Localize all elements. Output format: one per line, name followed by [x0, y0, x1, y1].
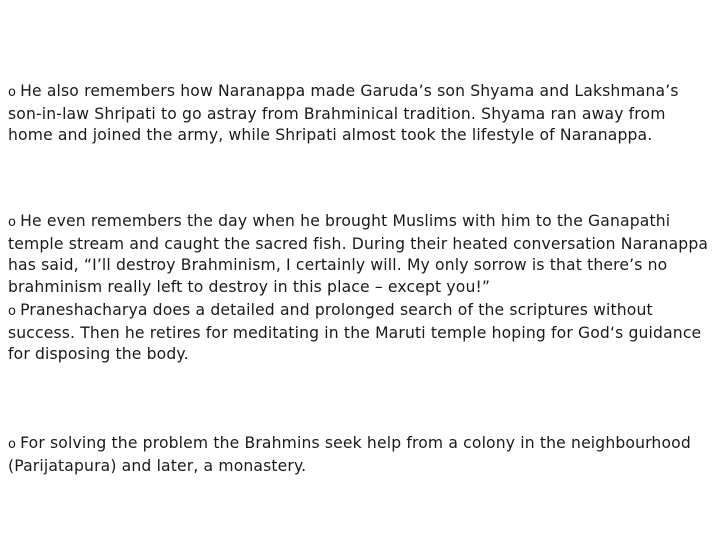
paragraph-text: Praneshacharya does a detailed and prolonged search of the scriptures without success. Then he retires for meditating in the Maruti temple hoping for God‘s guidance for disposing the body. [8, 301, 702, 363]
paragraph-2 [8, 211, 714, 298]
paragraph-3 [8, 300, 714, 366]
bullet-icon: o [8, 215, 17, 230]
bullet-icon: o [8, 85, 17, 100]
paragraph-1 [8, 81, 714, 147]
paragraph-4 [8, 433, 714, 477]
paragraph-text: He even remembers the day when he brought Muslims with him to the Ganapathi temple stream and caught the sacred fish. During their heated conversation Naranappa has said, “I’ll destroy Brahminism, I certainly will. My only sorrow is that there’s no brahminism really left to destroy in this place – except you!” [8, 212, 709, 296]
bullet-icon: o [8, 437, 17, 452]
paragraph-text: He also remembers how Naranappa made Garuda’s son Shyama and Lakshmana’s son-in-law Shripati to go astray from Brahminical tradition. Shyama ran away from home and joined the army, while Shripati almost took the lifestyle of Naranappa. [8, 82, 679, 144]
bullet-icon: o [8, 304, 17, 319]
paragraph-text: For solving the problem the Brahmins seek help from a colony in the neighbourhood (Parijatapura) and later, a monastery. [8, 434, 691, 475]
